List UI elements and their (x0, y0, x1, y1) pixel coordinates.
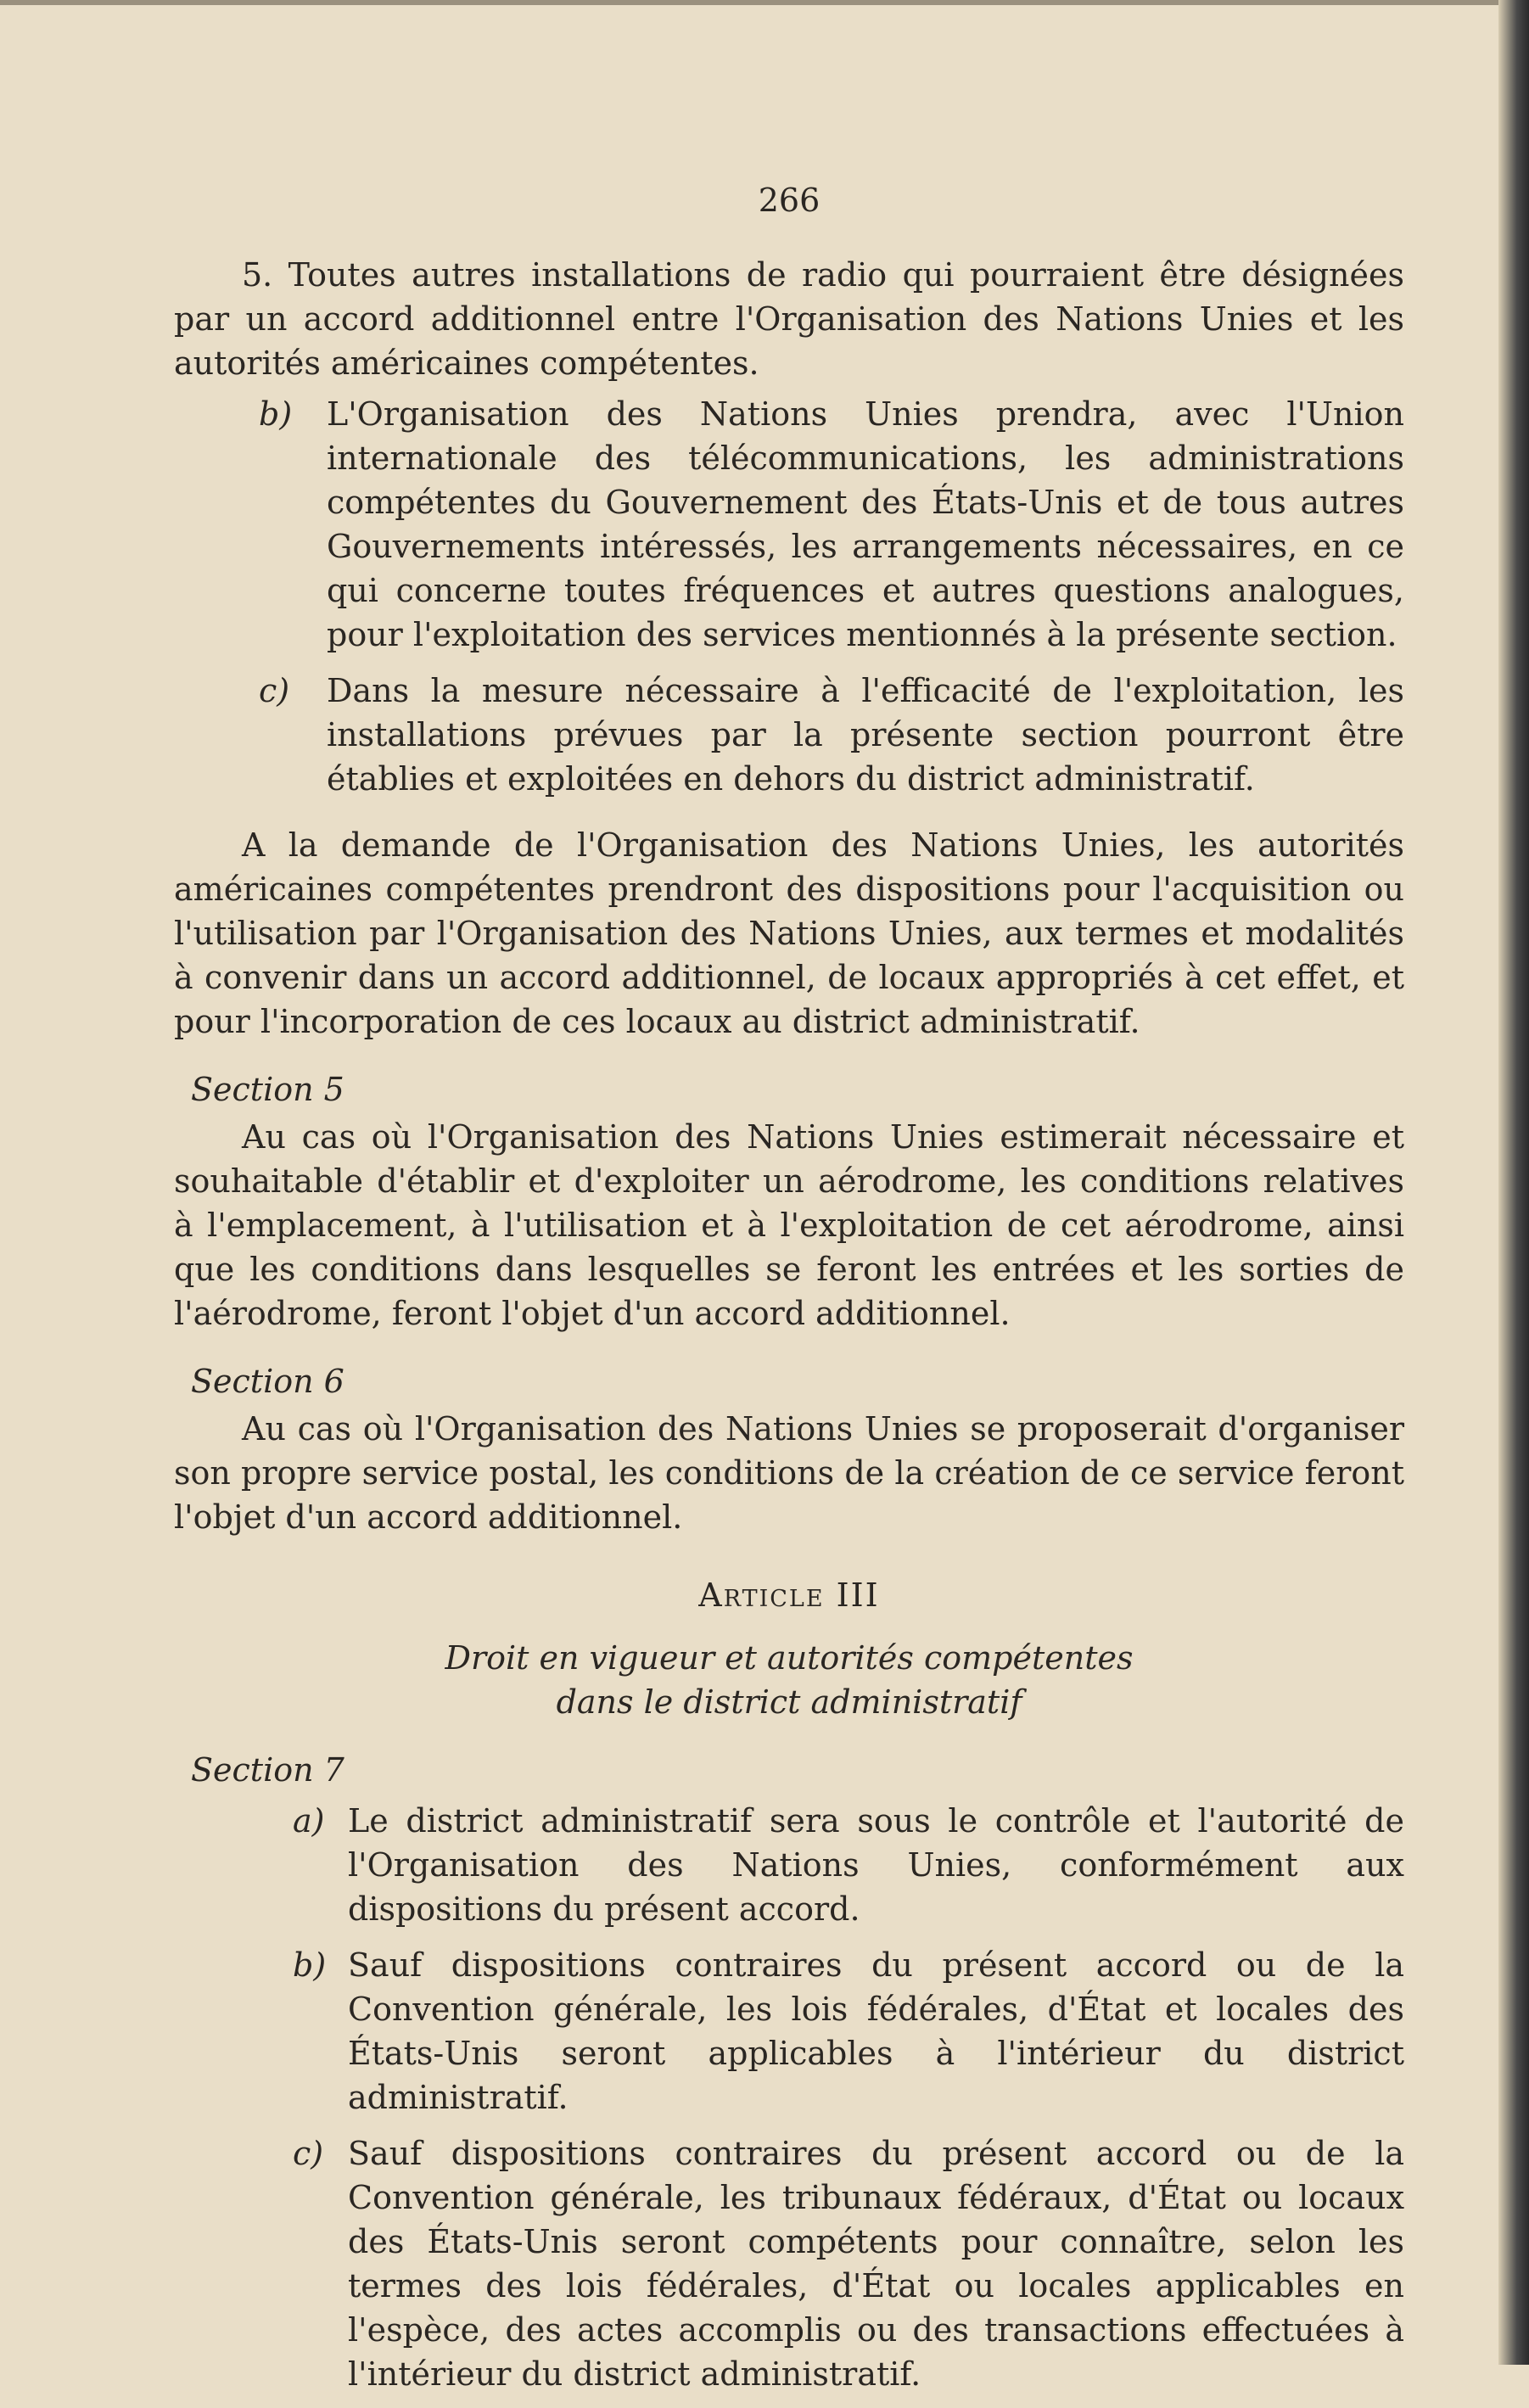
section-6-text: Au cas où l'Organisation des Nations Unies se proposerait d'organiser son propre service postal, les conditions de la création de ce service feront l'objet d'un accord additionnel. (174, 1410, 1404, 1536)
page-binding-edge (1498, 0, 1529, 2365)
item-text: Le district administratif sera sous le contrôle et l'autorité de l'Organisation des Nations Unies, conformément aux dispositions du présent accord. (348, 1802, 1404, 1928)
page-top-edge (0, 0, 1498, 5)
item-text: Dans la mesure nécessaire à l'efficacité de l'exploitation, les installations prévues par la présente section pourront être établies et exploitées en dehors du district administratif. (327, 672, 1404, 798)
intro-paragraph: 5. Toutes autres installations de radio qui pourraient être désignées par un accord additionnel entre l'Organisation des Nations Unies et les autorités américaines compétentes. (174, 256, 1404, 382)
list-item (174, 1943, 1404, 2120)
demande-paragraph: A la demande de l'Organisation des Nations Unies, les autorités américaines compétentes prendront des dispositions pour l'acquisition ou l'utilisation par l'Organisation des Nations Unies, aux termes et modalités à convenir dans un accord additionnel, de locaux appropriés à cet effet, et pour l'incorporation de ces locaux au district administratif. (174, 826, 1404, 1040)
section-7-heading: Section 7 (191, 1751, 344, 1789)
item-label: b) (293, 1946, 327, 1984)
section-6-heading: Section 6 (191, 1363, 344, 1400)
item-text: L'Organisation des Nations Unies prendra, avec l'Union internationale des télécommunications, les administrations compétentes du Gouvernement des États-Unis et de tous autres Gouvernements intéressés, les arrangements nécessaires, en ce qui concerne toutes fréquences et autres questions analogues, pour l'exploitation des services mentionnés à la présente section. (327, 395, 1404, 653)
item-label: b) (259, 395, 293, 433)
document-page (174, 178, 1404, 2408)
page-number: 266 (758, 182, 821, 219)
list-item (174, 392, 1404, 657)
article-subtitle-line2: dans le district administratif (556, 1683, 1022, 1721)
list-item (174, 2131, 1404, 2396)
item-text: Sauf dispositions contraires du présent accord ou de la Convention générale, les lois fédérales, d'État et locales des États-Unis seront applicables à l'intérieur du district administratif. (348, 1946, 1404, 2116)
item-label: c) (293, 2135, 324, 2172)
item-label: a) (293, 1802, 325, 1840)
list-item (174, 1799, 1404, 1931)
item-label: c) (259, 672, 290, 709)
article-subtitle-line1: Droit en vigueur et autorités compétentes (445, 1639, 1134, 1677)
section-5-heading: Section 5 (191, 1071, 344, 1108)
section-5-text: Au cas où l'Organisation des Nations Unies estimerait nécessaire et souhaitable d'établir et d'exploiter un aérodrome, les conditions relatives à l'emplacement, à l'utilisation et à l'exploitation de cet aérodrome, ainsi que les conditions dans lesquelles se feront les entrées et les sorties de l'aérodrome, feront l'objet d'un accord additionnel. (174, 1118, 1404, 1332)
article-title: Article III (698, 1576, 880, 1614)
item-text: Sauf dispositions contraires du présent accord ou de la Convention générale, les tribunaux fédéraux, d'État ou locaux des États-Unis seront compétents pour connaître, selon les termes des lois fédérales, d'État ou locales applicables en l'espèce, des actes accomplis ou des transactions effectuées à l'intérieur du district administratif. (348, 2135, 1404, 2393)
list-item (174, 669, 1404, 801)
